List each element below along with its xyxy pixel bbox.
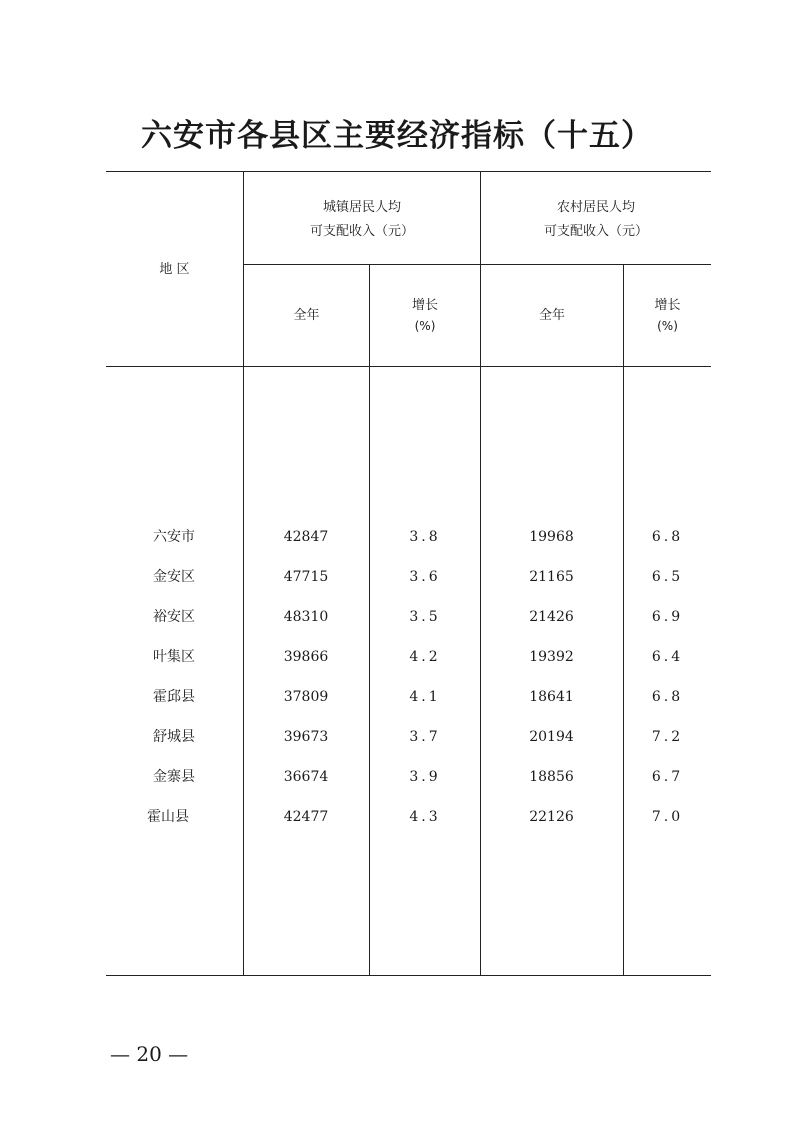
rural-income-cell: 22126 bbox=[529, 809, 574, 825]
rural-growth-label: 增长 bbox=[654, 298, 681, 313]
urban-growth-cell: 4.1 bbox=[409, 689, 441, 705]
table-row bbox=[0, 606, 794, 628]
rural-growth-cell: 6.7 bbox=[651, 769, 684, 785]
rural-full-year-header: 全年 bbox=[538, 308, 565, 323]
region-cell: 叶集区 bbox=[153, 649, 195, 665]
region-cell: 裕安区 bbox=[153, 609, 195, 625]
rural-income-group-header bbox=[481, 196, 711, 244]
region-cell: 金寨县 bbox=[153, 769, 195, 785]
rural-header-line2: 可支配收入（元） bbox=[543, 224, 648, 239]
urban-growth-header bbox=[370, 294, 480, 334]
urban-growth-cell: 3.7 bbox=[409, 729, 441, 745]
urban-income-cell: 48310 bbox=[283, 609, 329, 625]
rural-income-cell: 20194 bbox=[529, 729, 574, 745]
urban-growth-cell: 3.8 bbox=[409, 529, 441, 545]
region-header bbox=[106, 258, 243, 282]
region-cell: 霍山县 bbox=[147, 809, 189, 825]
urban-growth-label: 增长 bbox=[411, 298, 438, 313]
table-row bbox=[0, 526, 794, 548]
urban-growth-cell: 3.5 bbox=[409, 609, 441, 625]
urban-header-line1: 城镇居民人均 bbox=[322, 200, 401, 215]
urban-growth-cell: 4.3 bbox=[409, 809, 441, 825]
table-top-rule bbox=[106, 171, 711, 172]
region-cell: 金安区 bbox=[153, 569, 195, 585]
urban-income-cell: 47715 bbox=[283, 569, 329, 585]
urban-income-cell: 39866 bbox=[283, 649, 329, 665]
urban-income-group-header bbox=[244, 196, 480, 244]
rural-income-cell: 21426 bbox=[529, 609, 574, 625]
table-bottom-rule bbox=[106, 975, 711, 976]
urban-header-line2: 可支配收入（元） bbox=[309, 224, 414, 239]
urban-income-cell: 36674 bbox=[283, 769, 329, 785]
urban-growth-unit: (%) bbox=[414, 319, 436, 333]
urban-income-cell: 42847 bbox=[283, 529, 329, 545]
page-title: 六安市各县区主要经济指标（十五） bbox=[141, 118, 653, 154]
subheader-rule bbox=[243, 264, 711, 265]
table-row bbox=[0, 806, 794, 828]
region-header-label: 地 区 bbox=[159, 262, 190, 277]
rural-growth-header bbox=[624, 294, 711, 334]
urban-income-cell: 37809 bbox=[283, 689, 329, 705]
urban-income-cell: 39673 bbox=[283, 729, 329, 745]
rural-income-cell: 18856 bbox=[529, 769, 574, 785]
rural-income-cell: 21165 bbox=[529, 569, 574, 585]
region-cell: 六安市 bbox=[153, 529, 195, 545]
rural-header-line1: 农村居民人均 bbox=[556, 200, 635, 215]
table-row bbox=[0, 686, 794, 708]
rural-income-cell: 18641 bbox=[529, 689, 574, 705]
header-bottom-rule bbox=[106, 366, 711, 367]
region-cell: 舒城县 bbox=[153, 729, 195, 745]
urban-growth-cell: 4.2 bbox=[409, 649, 441, 665]
rural-growth-cell: 7.2 bbox=[651, 729, 684, 745]
urban-full-year-header: 全年 bbox=[293, 308, 320, 323]
rural-income-cell: 19968 bbox=[529, 529, 574, 545]
urban-growth-cell: 3.9 bbox=[409, 769, 441, 785]
table-row bbox=[0, 726, 794, 748]
urban-growth-cell: 3.6 bbox=[409, 569, 441, 585]
rural-growth-cell: 6.8 bbox=[651, 529, 684, 545]
region-cell: 霍邱县 bbox=[153, 689, 195, 705]
table-row bbox=[0, 566, 794, 588]
rural-income-cell: 19392 bbox=[529, 649, 574, 665]
urban-income-cell: 42477 bbox=[283, 809, 329, 825]
rural-growth-cell: 6.5 bbox=[651, 569, 684, 585]
table-row bbox=[0, 646, 794, 668]
rural-growth-cell: 6.4 bbox=[651, 649, 684, 665]
rural-growth-cell: 7.0 bbox=[651, 809, 684, 825]
table-row bbox=[0, 766, 794, 788]
rural-growth-cell: 6.8 bbox=[651, 689, 684, 705]
rural-growth-unit: (%) bbox=[657, 319, 678, 333]
rural-growth-cell: 6.9 bbox=[651, 609, 684, 625]
page-number: — 20 — bbox=[110, 1042, 189, 1066]
